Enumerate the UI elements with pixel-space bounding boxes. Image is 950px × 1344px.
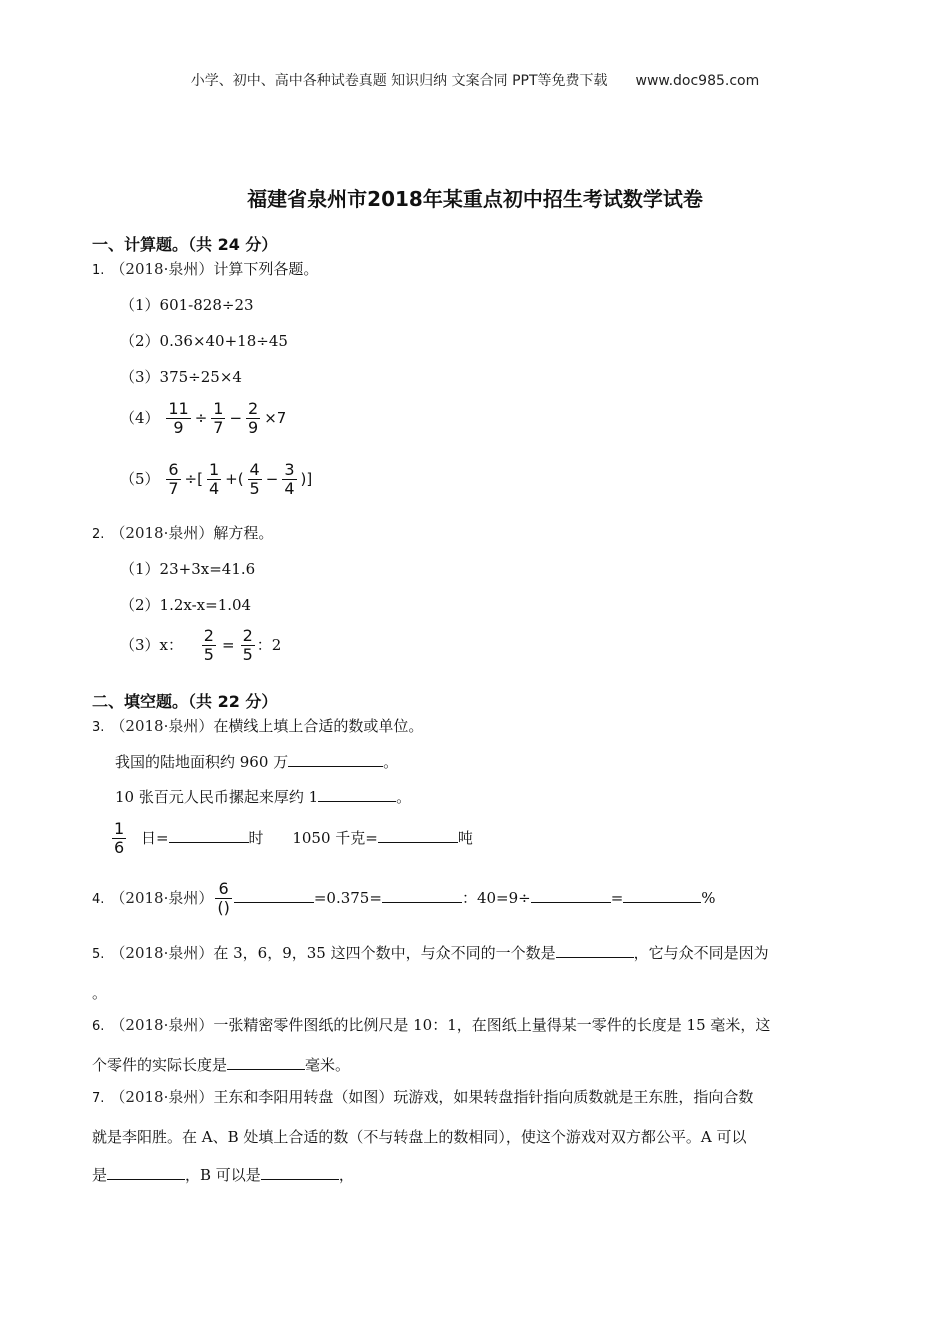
numerator: 1 <box>213 399 224 418</box>
line-end: 。 <box>396 788 412 806</box>
part-label: （4） <box>120 408 160 427</box>
fraction <box>282 461 296 499</box>
denominator: 9 <box>248 418 259 438</box>
question-number: 4. <box>92 891 105 907</box>
q3-line-1 <box>115 751 398 772</box>
question-text: ， <box>338 1166 354 1184</box>
operator: +( <box>225 469 244 488</box>
question-text: ，它与众不同是因为 <box>633 944 769 962</box>
answer-blank[interactable] <box>261 1165 339 1180</box>
question-7 <box>92 1078 862 1194</box>
numerator: 3 <box>284 460 295 479</box>
tail: ：2 <box>256 635 282 654</box>
answer-blank[interactable] <box>169 828 249 843</box>
part-label: （3）x： <box>120 635 184 654</box>
answer-blank[interactable] <box>378 828 458 843</box>
part-label: （5） <box>120 469 160 488</box>
question-end: 毫米。 <box>305 1056 351 1074</box>
page-title: 福建省泉州市2018年某重点初中招生考试数学试卷 <box>247 187 703 211</box>
q1-part-2: （2）0.36×40+18÷45 <box>120 332 288 350</box>
q1-part-1: （1）601-828÷23 <box>120 296 254 314</box>
numerator: 1 <box>114 819 125 838</box>
denominator: () <box>217 898 230 918</box>
question-text: 个零件的实际长度是 <box>92 1056 228 1074</box>
answer-blank[interactable] <box>318 787 396 802</box>
numerator: 1 <box>208 460 220 479</box>
header-text: 小学、初中、高中各种试卷真题 知识归纳 文案合同 PPT等免费下载 <box>190 73 608 89</box>
fraction <box>207 461 221 499</box>
question-text: 就是李阳胜。在 A、B 处填上合适的数（不与转盘上的数相同），使这个游戏对双方都公平。A 可以 <box>92 1128 747 1146</box>
answer-blank[interactable] <box>382 888 462 903</box>
question-text: 是 <box>92 1166 108 1184</box>
question-end: 。 <box>92 984 108 1002</box>
question-source: （2018·泉州） <box>110 1088 214 1106</box>
question-number: 6. <box>92 1019 105 1034</box>
fraction <box>166 400 190 438</box>
answer-blank[interactable] <box>234 888 314 903</box>
denominator: 5 <box>249 479 260 499</box>
line-text: 1050 千克= <box>292 828 378 847</box>
line-text: 时 <box>248 828 264 847</box>
question-text: 一张精密零件图纸的比例尺是 10：1，在图纸上量得某一零件的长度是 15 毫米，这 <box>213 1016 771 1034</box>
question-number: 3. <box>92 720 105 735</box>
numerator: 6 <box>168 460 179 479</box>
fraction <box>215 880 231 918</box>
question-number: 1. <box>92 263 105 278</box>
answer-blank[interactable] <box>556 943 634 958</box>
answer-blank[interactable] <box>623 888 701 903</box>
denominator: 7 <box>168 479 179 499</box>
operator: ÷ <box>194 408 208 427</box>
q1-part-4 <box>120 400 288 438</box>
question-source: （2018·泉州） <box>110 260 214 278</box>
question-text: 王东和李阳用转盘（如图）玩游戏，如果转盘指针指向质数就是王东胜，指向合数 <box>213 1088 754 1106</box>
question-number: 5. <box>92 947 105 962</box>
question-1 <box>92 258 318 279</box>
question-number: 2. <box>92 527 105 542</box>
numerator: 11 <box>168 399 189 418</box>
question-text: ，B 可以是 <box>185 1166 261 1184</box>
header-site[interactable]: www.doc985.com <box>635 73 760 89</box>
denominator: 4 <box>284 479 295 499</box>
fraction <box>202 627 216 665</box>
q3-line-3 <box>110 820 473 858</box>
operator: )] <box>300 469 313 488</box>
line-text: ：40=9÷ <box>461 888 531 907</box>
question-number: 7. <box>92 1091 105 1106</box>
denominator: 5 <box>203 645 214 665</box>
denominator: 9 <box>173 418 184 438</box>
line-text: 吨 <box>457 828 473 847</box>
line-text: 我国的陆地面积约 960 万 <box>115 753 289 771</box>
question-source: （2018·泉州） <box>110 717 214 735</box>
line-text: % <box>701 888 716 907</box>
answer-blank[interactable] <box>107 1165 185 1180</box>
question-source: （2018·泉州） <box>110 524 214 542</box>
line-text: 日= <box>140 828 169 847</box>
line-text: =0.375= <box>313 888 382 907</box>
numerator: 6 <box>215 880 231 899</box>
denominator: 4 <box>208 479 220 499</box>
operator: − <box>229 408 243 427</box>
denominator: 5 <box>242 645 253 665</box>
section-2-heading: 二、填空题。（共 22 分） <box>92 692 278 711</box>
fraction <box>211 400 225 438</box>
operator: = <box>221 635 235 654</box>
fraction <box>241 627 255 665</box>
q1-part-3: （3）375÷25×4 <box>120 368 242 386</box>
numerator: 4 <box>249 460 260 479</box>
question-3 <box>92 715 423 736</box>
line-text: 10 张百元人民币摞起来厚约 1 <box>115 788 319 806</box>
fraction <box>248 461 262 499</box>
question-prompt: 计算下列各题。 <box>213 260 319 278</box>
answer-blank[interactable] <box>288 752 383 767</box>
question-prompt: 在横线上填上合适的数或单位。 <box>213 717 424 735</box>
fraction <box>246 400 260 438</box>
question-source: （2018·泉州） <box>110 888 214 907</box>
denominator: 7 <box>213 418 224 438</box>
q2-part-2: （2）1.2x-x=1.04 <box>120 596 252 614</box>
question-source: （2018·泉州） <box>110 944 214 962</box>
fraction <box>112 820 126 858</box>
question-4 <box>92 880 716 918</box>
answer-blank[interactable] <box>531 888 611 903</box>
numerator: 2 <box>242 626 253 645</box>
question-prompt: 解方程。 <box>213 524 274 542</box>
question-6 <box>92 1006 862 1084</box>
question-text: 在 3，6，9，35 这四个数中，与众不同的一个数是 <box>213 944 556 962</box>
question-5 <box>92 934 862 1012</box>
denominator: 6 <box>114 838 125 858</box>
q1-part-5 <box>120 461 314 499</box>
numerator: 2 <box>248 399 259 418</box>
answer-blank[interactable] <box>227 1055 305 1070</box>
q3-line-2 <box>115 786 411 807</box>
question-source: （2018·泉州） <box>110 1016 214 1034</box>
line-text: = <box>610 888 624 907</box>
operator: ×7 <box>264 408 287 427</box>
q2-part-1: （1）23+3x=41.6 <box>120 560 256 578</box>
operator: − <box>265 469 279 488</box>
fraction <box>166 461 180 499</box>
line-end: 。 <box>383 753 399 771</box>
section-1-heading: 一、计算题。（共 24 分） <box>92 235 278 254</box>
operator: ÷[ <box>184 469 203 488</box>
page-header <box>0 70 950 90</box>
question-2 <box>92 522 273 543</box>
q2-part-3 <box>120 627 281 665</box>
numerator: 2 <box>203 626 214 645</box>
